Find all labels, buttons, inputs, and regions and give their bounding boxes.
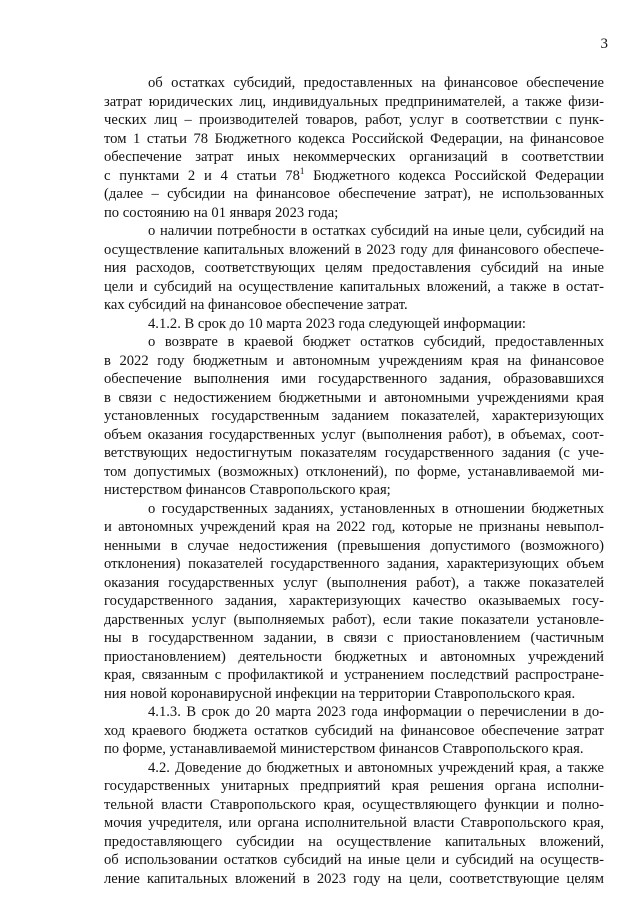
text-line: ческих лиц – производителей товаров, работ, услуг в соответствии с пунк- — [104, 112, 604, 128]
text-line: ление капитальных вложений в 2023 году на цели, соответствующие целям — [104, 870, 604, 887]
text-line: и автономных учреждений края на 2022 год, которые не признаны невыпол- — [104, 519, 604, 535]
text-line: обеспечение затрат иных некоммерческих организаций в соответствии — [104, 149, 604, 165]
text-line: об использовании остатков субсидий на иные цели и субсидий на осуществ- — [104, 852, 604, 868]
text-line: 4.2. Доведение до бюджетных и автономных учреждений края, а также — [148, 759, 604, 776]
text-line: том 1 статьи 78 Бюджетного кодекса Российской Федерации, на финансовое — [104, 130, 604, 147]
text-line: по форме, устанавливаемой министерством финансов Ставропольского края. — [104, 741, 584, 757]
text-line: установленных государственным заданием показателей, характеризующих — [104, 408, 604, 424]
text-segment: Бюджетного кодекса Российской Федерации — [304, 167, 604, 184]
text-line: том допустимых (возможных) отклонений), по форме, устанавливаемой ми- — [104, 463, 604, 480]
superscript: 1 — [299, 165, 305, 176]
text-line: края, связанным с профилактикой и устранением последствий распростране- — [104, 667, 604, 683]
text-line: об остатках субсидий, предоставленных на финансовое обеспечение — [148, 75, 604, 91]
text-line: нистерством финансов Ставропольского края; — [104, 482, 391, 498]
text-line: ния расходов, соответствующих целям предоставления субсидий на иные — [104, 260, 604, 276]
text-line: мочия учредителя, или органа исполнительной власти Ставропольского края, — [104, 815, 604, 831]
text-line: ния новой коронавирусной инфекции на территории Ставропольского края. — [104, 685, 576, 702]
text-line: ветствующих недостигнутым показателям государственного задания (с уче- — [104, 445, 604, 461]
text-line: по состоянию на 01 января 2023 года; — [104, 204, 339, 221]
text-line: осуществление капитальных вложений в 2023 году для финансового обеспече- — [104, 241, 604, 258]
text-line: ках субсидий на финансовое обеспечение затрат. — [104, 297, 408, 313]
text-line: в 2022 году бюджетным и автономным учреждениям края на финансовое — [104, 352, 604, 369]
text-line: о наличии потребности в остатках субсидий на иные цели, субсидий на — [148, 223, 604, 239]
text-line: государственного задания, характеризующих качество оказываемых госу- — [104, 593, 604, 609]
text-line: обеспечение выполнения ими государственного задания, образовавшихся — [104, 371, 604, 387]
text-line: цели и субсидий на осуществление капитальных вложений, а также в остат- — [104, 278, 604, 295]
text-line: в связи с недостижением бюджетными и автономными учреждениями края — [104, 389, 604, 406]
text-line: дарственных услуг (выполняемых работ), если такие показатели установле- — [104, 611, 604, 628]
text-line: государственных унитарных предприятий края решения органа исполни- — [104, 778, 604, 794]
text-line: 4.1.3. В срок до 20 марта 2023 года информации о перечислении в до- — [148, 704, 604, 720]
document-body — [104, 74, 604, 888]
text-line: приостановлением) деятельности бюджетных и автономных учреждений — [104, 648, 604, 665]
text-line: затрат юридических лиц, индивидуальных предпринимателей, а также физи- — [104, 93, 604, 110]
text-line: (далее – субсидии на финансовое обеспечение затрат), не использованных — [104, 186, 604, 202]
text-line — [104, 167, 604, 186]
text-line: тельной власти Ставропольского края, осуществляющего функции и полно- — [104, 796, 604, 813]
text-line: ненными в случае недостижения (превышения допустимого (возможного) — [104, 537, 604, 554]
text-line: о возврате в краевой бюджет остатков субсидий, предоставленных — [148, 334, 604, 350]
text-line: 4.1.2. В срок до 10 марта 2023 года следующей информации: — [148, 315, 526, 332]
text-segment: с пунктами 2 и 4 статьи 78 — [104, 167, 300, 184]
text-line: о государственных заданиях, установленных в отношении бюджетных — [148, 500, 604, 517]
page-number: 3 — [600, 36, 608, 52]
text-line: предоставляющего субсидии на осуществление капитальных вложений, — [104, 833, 604, 850]
text-line: отклонения) показателей государственного задания, характеризующих объем — [104, 556, 604, 572]
text-line: объем оказания государственных услуг (выполнения работ), в объемах, соот- — [104, 426, 604, 443]
text-line: ход краевого бюджета остатков субсидий на финансовое обеспечение затрат — [104, 722, 604, 739]
text-line: ны в государственном задании, в связи с приостановлением (частичным — [104, 630, 604, 646]
text-line: оказания государственных услуг (выполнения работ), а также показателей — [104, 574, 604, 591]
